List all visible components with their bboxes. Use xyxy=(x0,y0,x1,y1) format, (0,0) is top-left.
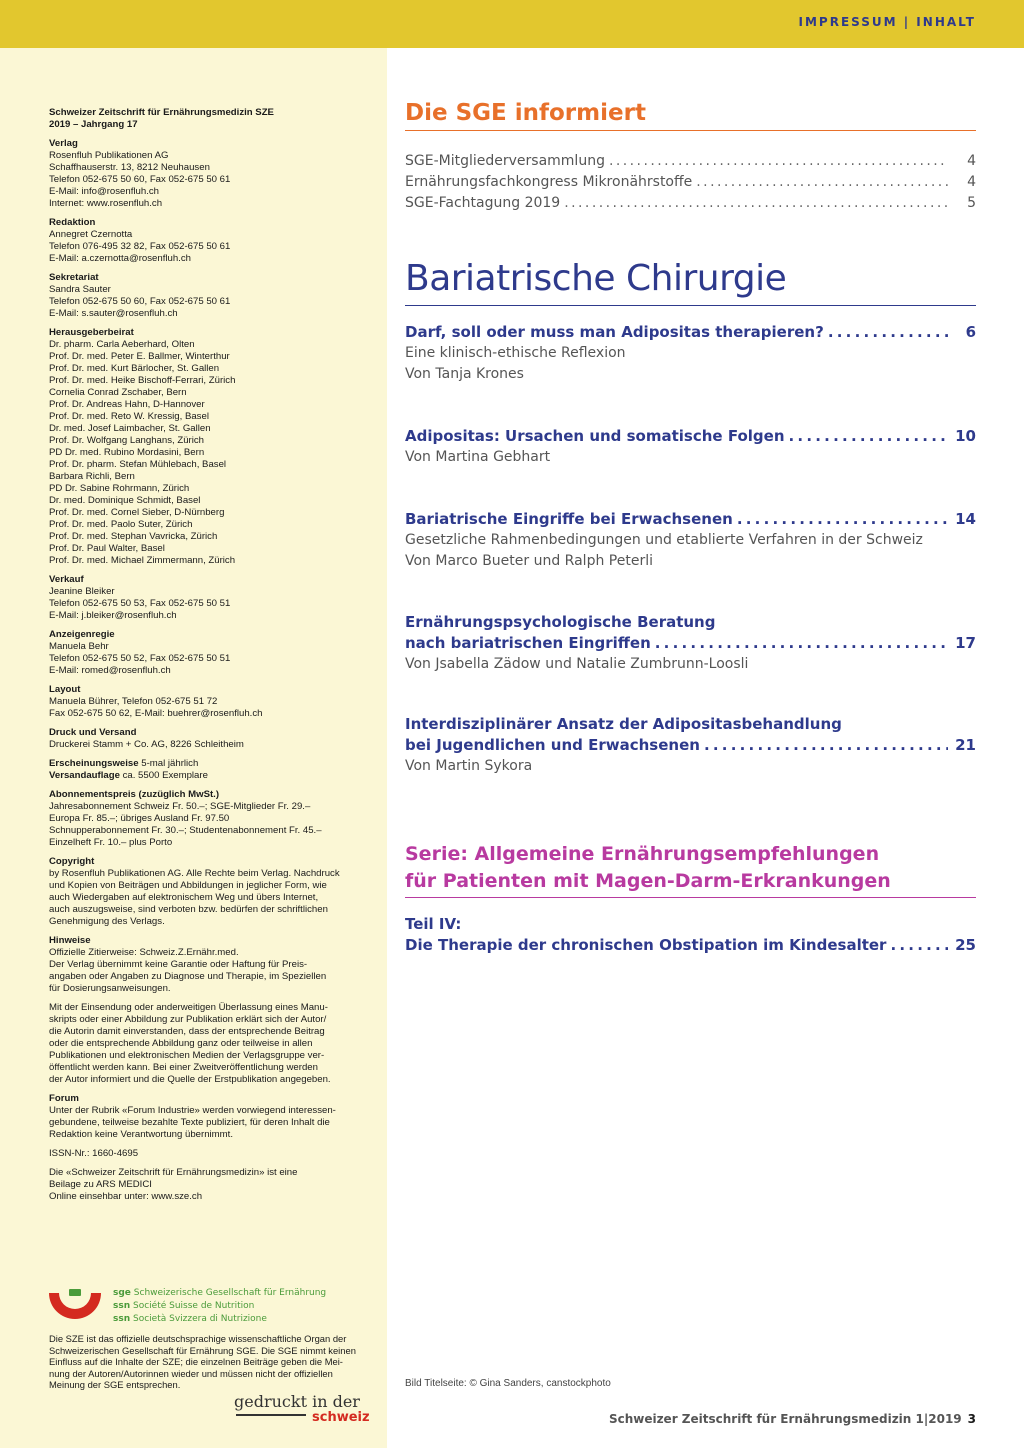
leader-dots xyxy=(696,172,948,193)
article-entry[interactable] xyxy=(405,509,976,572)
impressum-line: Prof. Dr. Paul Walter, Basel xyxy=(49,543,165,554)
impressum-line: Mit der Einsendung oder anderweitigen Überlassung eines Manu- xyxy=(49,1002,328,1013)
impressum-line: der Autor informiert und die Quelle der Erstpublikation angegeben. xyxy=(49,1074,331,1085)
impressum-heading: Hinweise xyxy=(49,935,91,946)
impressum-line: Telefon 052-675 50 60, Fax 052-675 50 61 xyxy=(49,296,231,307)
leader-dots xyxy=(609,151,948,172)
impressum-blocks xyxy=(49,138,375,751)
impressum-line: Genehmigung des Verlags. xyxy=(49,916,165,927)
impressum-line: skripts oder einer Abbildung zur Publikation erklärt sich der Autor/ xyxy=(49,1014,327,1025)
impressum-line: Jeanine Bleiker xyxy=(49,586,115,597)
disclaimer-line: Die SZE ist das offizielle deutschsprachige wissenschaftliche Organ der xyxy=(49,1333,347,1344)
impressum-line: Manuela Behr xyxy=(49,641,109,652)
article-title-line: Ernährungspsychologische Beratung xyxy=(405,613,716,631)
impressum-line: Prof. Dr. pharm. Stefan Mühlebach, Basel xyxy=(49,459,227,470)
page-footer xyxy=(609,1412,976,1426)
article-page: 6 xyxy=(965,323,976,341)
impressum-line: oder die entsprechende Abbildung ganz oder teilweise in allen xyxy=(49,1038,313,1049)
impressum-line: Prof. Dr. med. Heike Bischoff-Ferrari, Zürich xyxy=(49,375,236,386)
logo-name-2: Société Suisse de Nutrition xyxy=(133,1301,255,1311)
auflage-label: Versandauflage xyxy=(49,770,120,781)
impressum-line: auch Wiedergaben auf elektronischem Weg und übers Internet, xyxy=(49,892,319,903)
impressum-line: E-Mail: a.czernotta@rosenfluh.ch xyxy=(49,253,191,264)
impressum-line: Prof. Dr. med. Reto W. Kressig, Basel xyxy=(49,411,209,422)
impressum-line: ISSN-Nr.: 1660-4695 xyxy=(49,1148,139,1159)
impressum-block xyxy=(49,1148,375,1160)
impressum-line: Manuela Bührer, Telefon 052-675 51 72 xyxy=(49,696,218,707)
article-author: Von Marco Bueter und Ralph Peterli xyxy=(405,553,653,569)
header-bar xyxy=(0,0,1024,48)
disclaimer-line: Einfluss auf die Inhalte der SZE; die einzelnen Beiträge geben die Mei- xyxy=(49,1356,343,1368)
leader-dots xyxy=(655,633,948,654)
impressum xyxy=(49,107,375,1210)
article-title: bei Jugendlichen und Erwachsenen xyxy=(405,736,700,754)
journal-year: 2019 – Jahrgang 17 xyxy=(49,119,138,130)
impressum-block xyxy=(49,1093,375,1141)
impressum-line: PD Dr. med. Rubino Mordasini, Bern xyxy=(49,447,205,458)
page-number: 3 xyxy=(967,1412,976,1426)
article-title-line: Interdisziplinärer Ansatz der Adipositasbehandlung xyxy=(405,715,842,733)
article-author: Von Tanja Krones xyxy=(405,366,524,382)
disclaimer-line: nung der Autoren/Autorinnen wieder und müssen nicht der offiziellen xyxy=(49,1367,333,1379)
sge-section-title: Die SGE informiert xyxy=(405,100,976,131)
impressum-line: gebundene, teilweise bezahlte Texte publiziert, für deren Inhalt die xyxy=(49,1117,330,1128)
impressum-line: Annegret Czernotta xyxy=(49,229,133,240)
serie-title-line: für Patienten mit Magen-Darm-Erkrankungen xyxy=(405,870,891,892)
impressum-line: Online einsehbar unter: www.sze.ch xyxy=(49,1191,203,1202)
gedruckt-logo-stroke xyxy=(236,1414,306,1416)
impressum-heading: Verkauf xyxy=(49,574,84,585)
toc-entry-page: 4 xyxy=(967,174,976,190)
impressum-line: Redaktion keine Verantwortung übernimmt. xyxy=(49,1129,233,1140)
impressum-line: Prof. Dr. Wolfgang Langhans, Zürich xyxy=(49,435,205,446)
impressum-line: Der Verlag übernimmt keine Garantie oder Haftung für Preis- xyxy=(49,959,308,970)
impressum-block xyxy=(49,935,375,995)
impressum-blocks-2 xyxy=(49,789,375,1203)
article-subtitle: Gesetzliche Rahmenbedingungen und etablierte Verfahren in der Schweiz xyxy=(405,532,923,548)
impressum-line: Europa Fr. 85.–; übriges Ausland Fr. 97.50 xyxy=(49,813,230,824)
toc-entry-title: SGE-Mitgliederversammlung xyxy=(405,153,605,169)
impressum-line: Druckerei Stamm + Co. AG, 8226 Schleitheim xyxy=(49,739,244,750)
article-page: 14 xyxy=(955,510,976,528)
impressum-heading: Redaktion xyxy=(49,217,96,228)
article-page: 21 xyxy=(955,736,976,754)
schweiz-logo-text: schweiz xyxy=(312,1410,370,1425)
impressum-line: E-Mail: j.bleiker@rosenfluh.ch xyxy=(49,610,177,621)
journal-info xyxy=(49,107,375,131)
impressum-block xyxy=(49,727,375,751)
cover-credit: Bild Titelseite: © Gina Sanders, canstockphoto xyxy=(405,1378,611,1389)
impressum-line: die Autorin damit einverstanden, dass der entsprechende Beitrag xyxy=(49,1026,325,1037)
section-label: IMPRESSUM | INHALT xyxy=(798,15,976,29)
toc-sge xyxy=(405,100,976,214)
impressum-line: Rosenfluh Publikationen AG xyxy=(49,150,169,161)
toc-entry-title: Ernährungsfachkongress Mikronährstoffe xyxy=(405,174,693,190)
article-title: Bariatrische Eingriffe bei Erwachsenen xyxy=(405,510,733,528)
impressum-line: Prof. Dr. med. Paolo Suter, Zürich xyxy=(49,519,193,530)
impressum-block xyxy=(49,138,375,210)
impressum-line: angaben oder Angaben zu Diagnose und Therapie, im Speziellen xyxy=(49,971,327,982)
journal-name: Schweizer Zeitschrift für Ernährungsmedizin SZE xyxy=(49,107,274,118)
impressum-line: Prof. Dr. Andreas Hahn, D-Hannover xyxy=(49,399,205,410)
impressum-line: by Rosenfluh Publikationen AG. Alle Rechte beim Verlag. Nachdruck xyxy=(49,868,340,879)
impressum-block xyxy=(49,1002,375,1086)
leader-dots xyxy=(890,935,948,956)
impressum-line: Schaffhauserstr. 13, 8212 Neuhausen xyxy=(49,162,210,173)
toc-entry[interactable] xyxy=(405,151,976,172)
sge-disclaimer xyxy=(49,1333,379,1391)
impressum-line: Beilage zu ARS MEDICI xyxy=(49,1179,152,1190)
article-title: Darf, soll oder muss man Adipositas therapieren? xyxy=(405,323,824,341)
article-entry[interactable] xyxy=(405,612,976,675)
impressum-heading: Druck und Versand xyxy=(49,727,137,738)
impressum-block xyxy=(49,856,375,928)
article-subtitle: Eine klinisch-ethische Reflexion xyxy=(405,345,626,361)
impressum-line: Sandra Sauter xyxy=(49,284,111,295)
impressum-line: E-Mail: info@rosenfluh.ch xyxy=(49,186,159,197)
sge-items xyxy=(405,151,976,214)
impressum-block xyxy=(49,789,375,849)
toc-entry-page: 5 xyxy=(967,195,976,211)
article-title: Adipositas: Ursachen und somatische Folgen xyxy=(405,427,785,445)
impressum-line: Telefon 052-675 50 53, Fax 052-675 50 51 xyxy=(49,598,231,609)
impressum-line: auch auszugsweise, sind verboten bzw. bedürfen der schriftlichen xyxy=(49,904,328,915)
impressum-heading: Abonnementspreis (zuzüglich MwSt.) xyxy=(49,789,220,800)
footer-journal: Schweizer Zeitschrift für Ernährungsmedizin 1|2019 xyxy=(608,1412,962,1426)
impressum-block xyxy=(49,1167,375,1203)
toc-entry[interactable] xyxy=(405,172,976,193)
leader-dots xyxy=(704,735,948,756)
impressum-line: Telefon 052-675 50 60, Fax 052-675 50 61 xyxy=(49,174,231,185)
impressum-line: und Kopien von Beiträgen und Abbildungen in jeglicher Form, wie xyxy=(49,880,327,891)
logo-abbr-3: ssn xyxy=(113,1314,131,1324)
leader-dots xyxy=(789,426,949,447)
impressum-line: Jahresabonnement Schweiz Fr. 50.–; SGE-Mitglieder Fr. 29.– xyxy=(49,801,311,812)
article-page: 25 xyxy=(955,936,976,954)
article-page: 10 xyxy=(955,427,976,445)
serie-title-line: Serie: Allgemeine Ernährungsempfehlungen xyxy=(405,843,880,865)
serie-section-title xyxy=(405,841,976,898)
article-title-line: Teil IV: xyxy=(405,915,462,933)
impressum-line: für Dosierungsanweisungen. xyxy=(49,983,171,994)
impressum-line: E-Mail: romed@rosenfluh.ch xyxy=(49,665,171,676)
sge-logo-text xyxy=(113,1287,326,1326)
impressum-line: Internet: www.rosenfluh.ch xyxy=(49,198,163,209)
impressum-line: Prof. Dr. med. Cornel Sieber, D-Nürnberg xyxy=(49,507,225,518)
impressum-block xyxy=(49,629,375,677)
impressum-line: öffentlicht werden kann. Bei einer Zweitveröffentlichung werden xyxy=(49,1062,318,1073)
impressum-heading: Layout xyxy=(49,684,81,695)
impressum-line: Dr. pharm. Carla Aeberhard, Olten xyxy=(49,339,195,350)
erscheinung-value: 5-mal jährlich xyxy=(141,758,199,769)
article-title: nach bariatrischen Eingriffen xyxy=(405,634,651,652)
logo-name-3: Società Svizzera di Nutrizione xyxy=(133,1314,267,1324)
article-author: Von Martina Gebhart xyxy=(405,449,551,465)
article-author: Von Martin Sykora xyxy=(405,758,533,774)
impressum-line: Telefon 076-495 32 82, Fax 052-675 50 61 xyxy=(49,241,231,252)
impressum-line: Cornelia Conrad Zschaber, Bern xyxy=(49,387,187,398)
impressum-heading: Verlag xyxy=(49,138,78,149)
article-page: 17 xyxy=(955,634,976,652)
impressum-line: Prof. Dr. med. Michael Zimmermann, Zürich xyxy=(49,555,236,566)
impressum-block xyxy=(49,574,375,622)
toc-entry[interactable] xyxy=(405,193,976,214)
logo-name-1: Schweizerische Gesellschaft für Ernährung xyxy=(133,1288,327,1298)
impressum-heading: Copyright xyxy=(49,856,95,867)
impressum-line: Dr. med. Dominique Schmidt, Basel xyxy=(49,495,201,506)
impressum-block xyxy=(49,272,375,320)
impressum-line: Unter der Rubrik «Forum Industrie» werden vorwiegend interessen- xyxy=(49,1105,336,1116)
impressum-heading: Forum xyxy=(49,1093,79,1104)
impressum-line: Telefon 052-675 50 52, Fax 052-675 50 51 xyxy=(49,653,231,664)
impressum-line: Prof. Dr. med. Stephan Vavricka, Zürich xyxy=(49,531,218,542)
impressum-heading: Anzeigenregie xyxy=(49,629,115,640)
gedruckt-logo-text: gedruckt in der xyxy=(234,1392,360,1411)
main-topic-title: Bariatrische Chirurgie xyxy=(405,258,976,306)
impressum-line: E-Mail: s.sauter@rosenfluh.ch xyxy=(49,308,178,319)
impressum-line: Einzelheft Fr. 10.– plus Porto xyxy=(49,837,173,848)
impressum-block xyxy=(49,327,375,567)
toc-entry-title: SGE-Fachtagung 2019 xyxy=(405,195,561,211)
impressum-line: Dr. med. Josef Laimbacher, St. Gallen xyxy=(49,423,211,434)
impressum-line: Schnupperabonnement Fr. 30.–; Studentenabonnement Fr. 45.– xyxy=(49,825,322,836)
logo-abbr-1: sge xyxy=(113,1288,131,1298)
toc-entry-page: 4 xyxy=(967,153,976,169)
impressum-block xyxy=(49,684,375,720)
impressum-block xyxy=(49,217,375,265)
article-entry[interactable] xyxy=(405,714,976,777)
article-author: Von Jsabella Zädow und Natalie Zumbrunn-Loosli xyxy=(405,656,749,672)
article-entry[interactable] xyxy=(405,914,976,956)
sge-logo xyxy=(47,1287,377,1327)
leader-dots xyxy=(737,509,948,530)
article-entry[interactable] xyxy=(405,322,976,385)
article-entry[interactable] xyxy=(405,426,976,468)
impressum-line: PD Dr. Sabine Rohrmann, Zürich xyxy=(49,483,190,494)
impressum-heading: Sekretariat xyxy=(49,272,99,283)
impressum-line: Barbara Richli, Bern xyxy=(49,471,135,482)
impressum-line: Publikationen und elektronischen Medien der Verlagsgruppe ver- xyxy=(49,1050,325,1061)
article-title: Die Therapie der chronischen Obstipation im Kindesalter xyxy=(405,936,887,954)
leader-dots xyxy=(564,193,948,214)
leader-dots xyxy=(828,322,948,343)
logo-abbr-2: ssn xyxy=(113,1301,131,1311)
impressum-line: Offizielle Zitierweise: Schweiz.Z.Ernähr.med. xyxy=(49,947,239,958)
impressum-heading: Herausgeberbeirat xyxy=(49,327,134,338)
impressum-line: Die «Schweizer Zeitschrift für Ernährungsmedizin» ist eine xyxy=(49,1167,298,1178)
disclaimer-line: Schweizerischen Gesellschaft für Ernährung SGE. Die SGE nimmt keinen xyxy=(49,1344,356,1356)
disclaimer-line: Meinung der SGE entsprechen. xyxy=(49,1379,181,1391)
sge-logo-icon xyxy=(47,1287,103,1327)
erscheinung-label: Erscheinungsweise xyxy=(49,758,139,769)
impressum-line: Prof. Dr. med. Peter E. Ballmer, Winterthur xyxy=(49,351,230,362)
impressum-line: Fax 052-675 50 62, E-Mail: buehrer@rosenfluh.ch xyxy=(49,708,263,719)
auflage-value: ca. 5500 Exemplare xyxy=(122,770,208,781)
impressum-line: Prof. Dr. med. Kurt Bärlocher, St. Gallen xyxy=(49,363,220,374)
erscheinung xyxy=(49,758,375,782)
